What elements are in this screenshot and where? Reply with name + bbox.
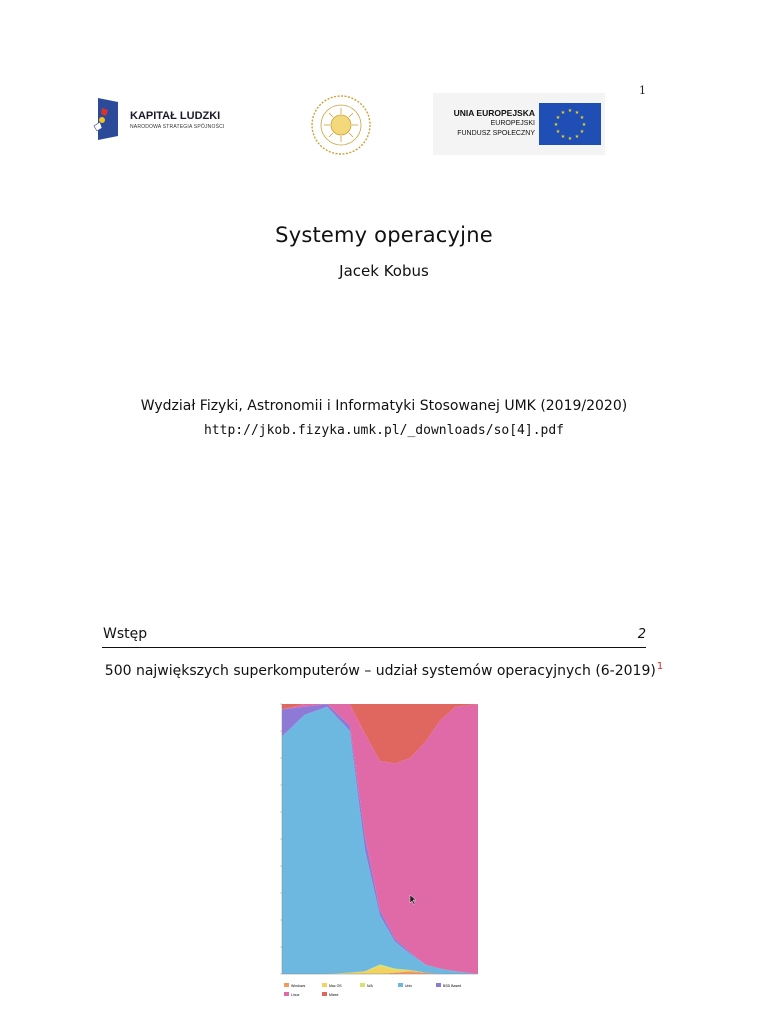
section-title: Wstęp xyxy=(103,626,148,642)
legend-label: Mac OS xyxy=(329,984,342,988)
legend-swatch xyxy=(398,983,403,987)
legend-swatch xyxy=(322,992,327,996)
legend-swatch xyxy=(322,983,327,987)
eu-line-3: FUNDUSZ SPOŁECZNY xyxy=(457,130,535,137)
header-rule xyxy=(102,647,646,648)
legend-swatch xyxy=(436,983,441,987)
kapital-ludzki-emblem-icon xyxy=(92,96,128,140)
svg-text:★: ★ xyxy=(553,122,559,128)
legend-swatch xyxy=(284,983,289,987)
university-seal-icon xyxy=(306,94,376,156)
author-name: Jacek Kobus xyxy=(339,262,429,280)
slide-heading xyxy=(0,661,768,679)
kapital-ludzki-title: KAPITAŁ LUDZKI xyxy=(130,110,221,122)
legend-label: Windows xyxy=(291,984,306,988)
page-number-1: 1 xyxy=(639,84,646,97)
svg-text:★: ★ xyxy=(567,136,573,142)
chart-areas xyxy=(282,704,478,974)
os-share-chart xyxy=(266,700,482,1000)
eu-flag-icon xyxy=(539,103,601,145)
legend-label: Unix xyxy=(405,984,413,988)
svg-text:★: ★ xyxy=(555,129,561,135)
kapital-ludzki-logo xyxy=(92,96,252,142)
kapital-ludzki-subtitle: NARODOWA STRATEGIA SPÓJNOŚCI xyxy=(130,124,225,130)
download-link[interactable]: http://jkob.fizyka.umk.pl/_downloads/so[4].pdf xyxy=(203,423,565,438)
svg-text:★: ★ xyxy=(579,129,585,135)
svg-text:★: ★ xyxy=(560,134,566,140)
umk-seal-logo xyxy=(306,94,376,156)
footnote-mark[interactable]: 1 xyxy=(656,661,664,672)
svg-text:★: ★ xyxy=(555,115,561,121)
eu-line-2: EUROPEJSKI xyxy=(490,120,535,127)
eu-line-1: UNIA EUROPEJSKA xyxy=(453,108,535,118)
legend-swatch xyxy=(284,992,289,996)
svg-text:★: ★ xyxy=(574,110,580,116)
svg-text:★: ★ xyxy=(560,110,566,116)
slide-heading-text: 500 największych superkomputerów – udział systemów operacyjnych (6-2019) xyxy=(104,663,656,679)
legend-label: N/A xyxy=(367,984,373,988)
eu-fund-logo xyxy=(433,93,605,155)
affiliation: Wydział Fizyki, Astronomii i Informatyki Stosowanej UMK (2019/2020) xyxy=(140,398,628,414)
page-number-2: 2 xyxy=(637,627,646,642)
legend-swatch xyxy=(360,983,365,987)
svg-text:★: ★ xyxy=(567,108,573,114)
legend-label: BSD Based xyxy=(443,984,462,988)
legend-label: Linux xyxy=(291,993,300,997)
svg-text:★: ★ xyxy=(581,122,587,128)
document-title: Systemy operacyjne xyxy=(275,223,493,247)
legend-label: Mixed xyxy=(329,993,339,997)
svg-text:★: ★ xyxy=(579,115,585,121)
svg-text:★: ★ xyxy=(574,134,580,140)
